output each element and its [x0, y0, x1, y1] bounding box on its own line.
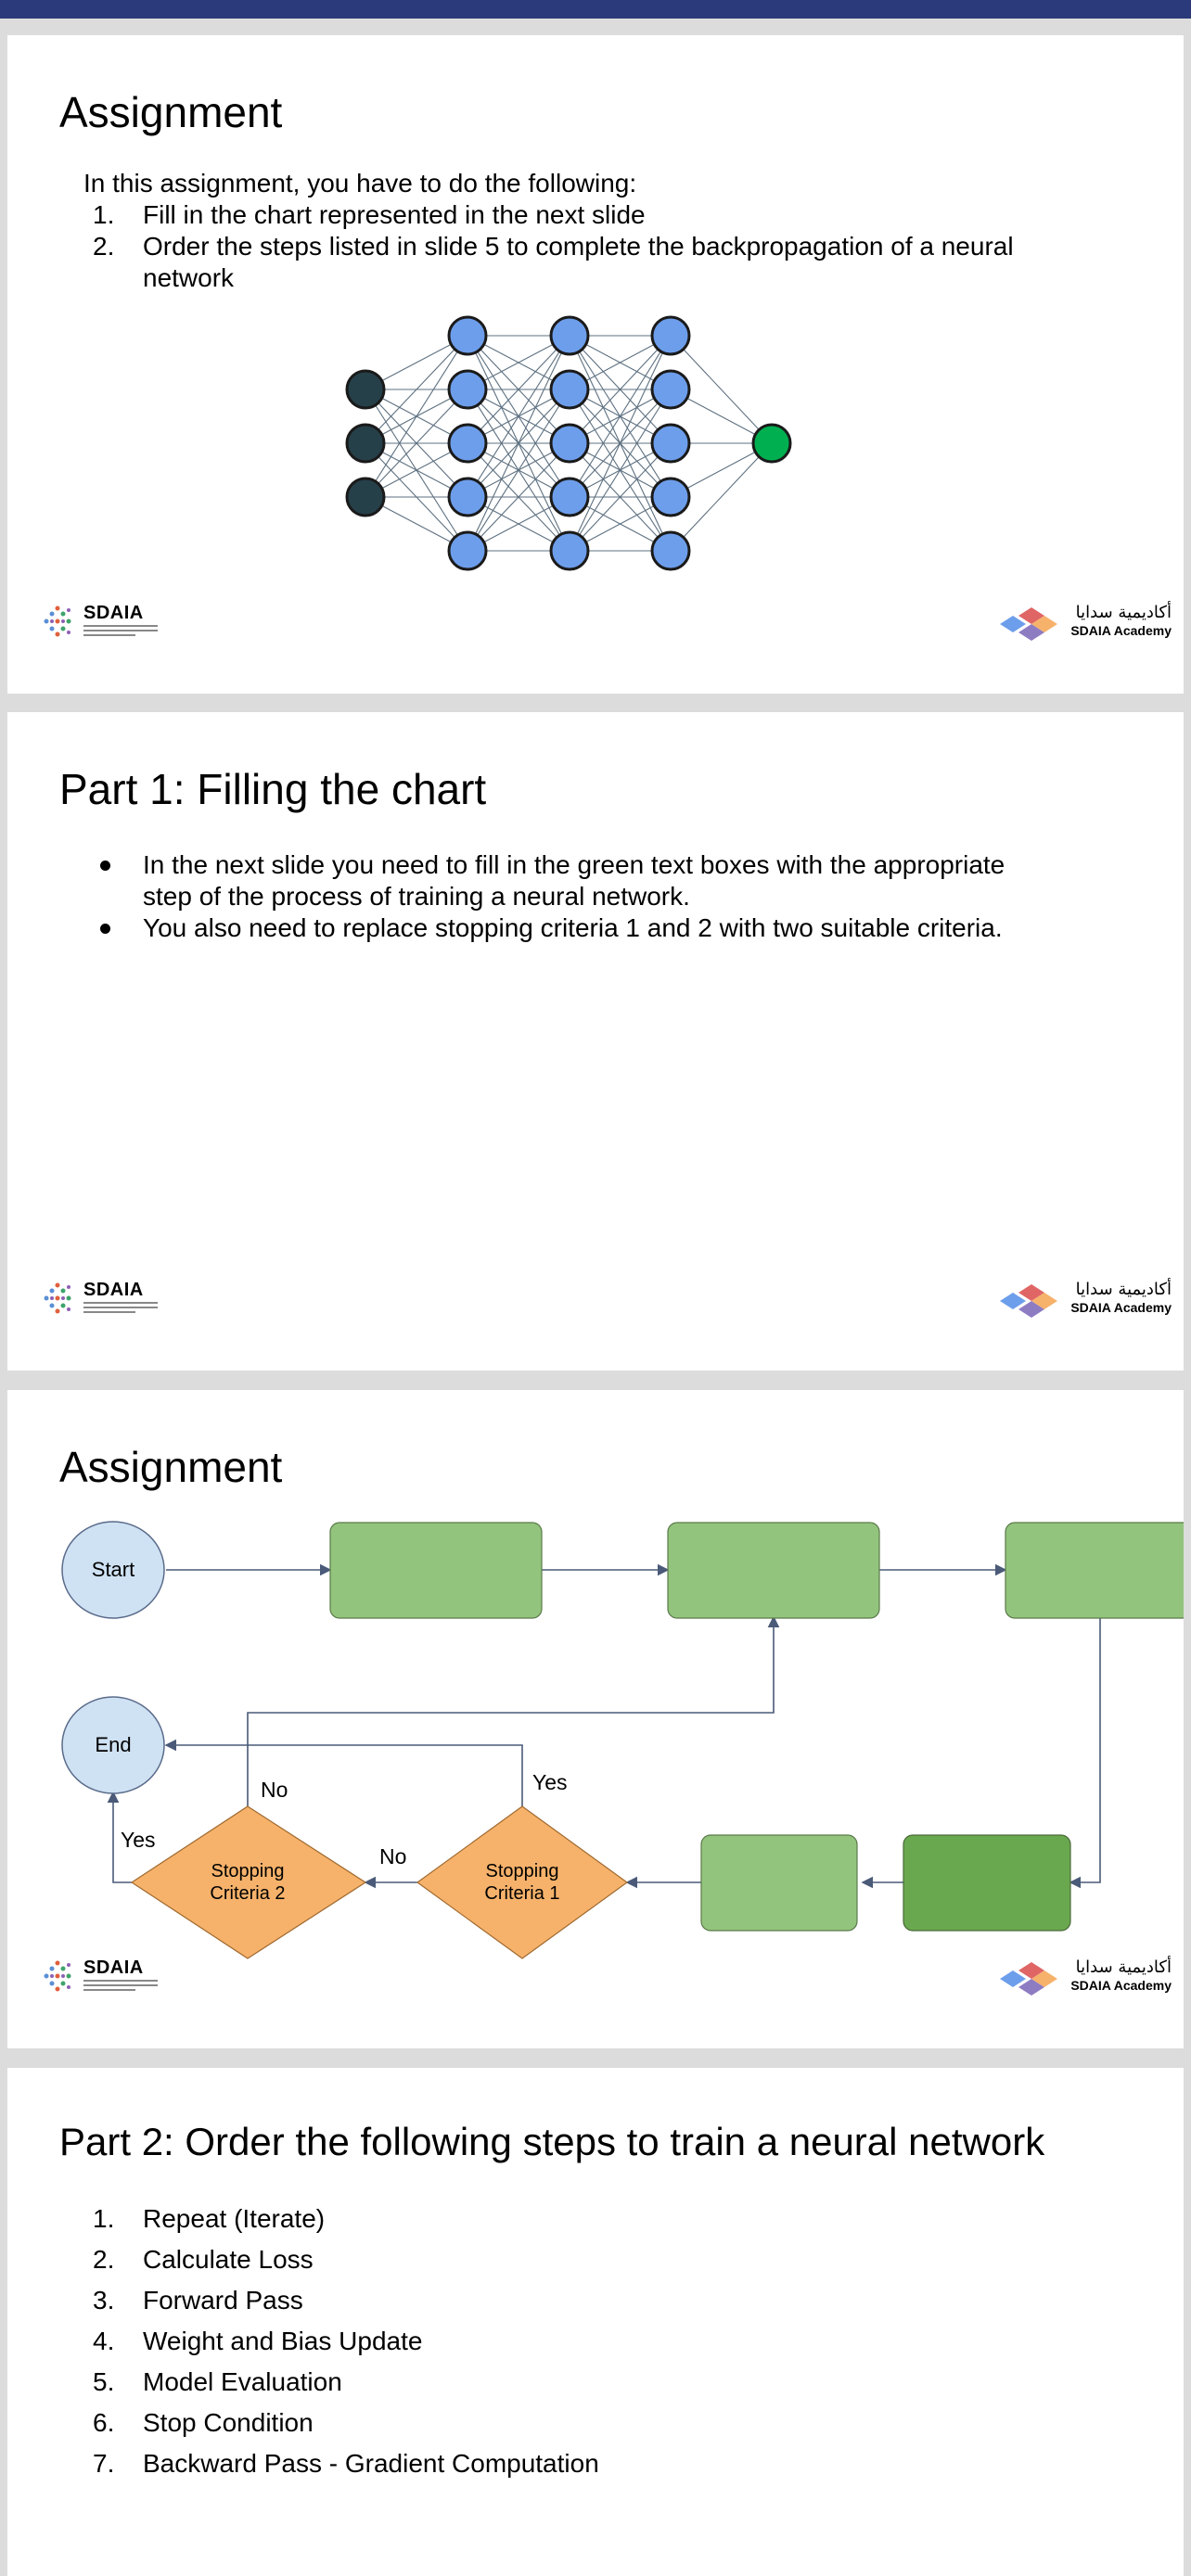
- sdaia-academy-logo: [991, 1276, 1176, 1326]
- list-item-continued: network: [143, 263, 235, 292]
- step-number: 2.: [93, 2245, 115, 2274]
- sdaia-logo-name: SDAIA: [83, 603, 144, 623]
- step-item: Stop Condition: [143, 2408, 314, 2437]
- sdaia-academy-logo-icon: [991, 1954, 1061, 2004]
- criteria-1-label: [457, 1860, 587, 1905]
- start-label: Start: [91, 1558, 135, 1581]
- step-box-5: [903, 1835, 1070, 1931]
- step-number: 1.: [93, 2204, 115, 2233]
- criteria-2-label-line: Criteria 2: [210, 1883, 286, 1904]
- top-bar: [0, 0, 1191, 19]
- nn-hidden-node: [551, 532, 588, 569]
- bullet-dot: [100, 861, 110, 871]
- slide-4: [7, 2068, 1184, 2576]
- academy-name-arabic: أكاديمية سدايا: [1075, 603, 1172, 622]
- step-box-3: [1005, 1523, 1184, 1618]
- nn-hidden-node: [551, 317, 588, 354]
- sdaia-academy-logo: [991, 599, 1176, 649]
- list-item: Fill in the chart represented in the next slide: [143, 200, 646, 229]
- step-box-1: [330, 1523, 542, 1618]
- sdaia-logo-subtitle: [83, 625, 158, 638]
- neural-network-diagram: [7, 35, 1184, 694]
- sdaia-logo: [39, 1278, 160, 1324]
- sdaia-academy-logo-icon: [991, 599, 1061, 649]
- step-item: Forward Pass: [143, 2286, 303, 2315]
- step-number: 4.: [93, 2327, 115, 2355]
- list-item: Order the steps listed in slide 5 to complete the backpropagation of a neural: [143, 232, 1014, 261]
- step-item: Model Evaluation: [143, 2367, 342, 2396]
- nn-hidden-node: [449, 371, 486, 408]
- slide-title: Assignment: [59, 88, 283, 136]
- sdaia-logo-icon: [39, 1956, 80, 1996]
- slide-title: Part 1: Filling the chart: [59, 765, 487, 813]
- slide-3: [7, 1390, 1184, 2048]
- sdaia-logo: [39, 1956, 160, 2002]
- nn-hidden-node: [551, 478, 588, 516]
- step-box-2: [668, 1523, 879, 1618]
- nn-hidden-node: [449, 425, 486, 462]
- nn-hidden-node: [652, 425, 689, 462]
- academy-name-english: SDAIA Academy: [1070, 1300, 1172, 1315]
- academy-name-arabic: أكاديمية سدايا: [1075, 1280, 1172, 1299]
- criteria-2-label-line: Stopping: [211, 1861, 285, 1881]
- no-label-criteria-1: No: [379, 1844, 407, 1868]
- academy-name-english: SDAIA Academy: [1070, 1978, 1172, 1993]
- nn-input-node: [347, 371, 384, 408]
- criteria-1-label-line: Stopping: [485, 1861, 559, 1881]
- end-label: End: [95, 1733, 132, 1756]
- sdaia-logo-icon: [39, 1278, 80, 1319]
- sdaia-academy-logo: [991, 1954, 1176, 2004]
- flowchart: [7, 1390, 1184, 2048]
- step-number: 6.: [93, 2408, 115, 2437]
- bullet-item: You also need to replace stopping criteria 1 and 2 with two suitable criteria.: [143, 913, 1003, 942]
- list-number: 1.: [93, 200, 115, 229]
- sdaia-logo-name: SDAIA: [83, 1280, 144, 1300]
- criteria-1-label-line: Criteria 1: [484, 1883, 560, 1904]
- nn-hidden-node: [449, 532, 486, 569]
- nn-hidden-node: [652, 532, 689, 569]
- step-number: 7.: [93, 2449, 115, 2478]
- step-item: Repeat (Iterate): [143, 2204, 326, 2233]
- nn-hidden-node: [652, 317, 689, 354]
- nn-input-node: [347, 425, 384, 462]
- nn-connection: [365, 336, 467, 497]
- arrow-box3-to-box5: [1070, 1616, 1100, 1882]
- sdaia-logo-subtitle: [83, 1980, 158, 1993]
- academy-name-arabic: أكاديمية سدايا: [1075, 1958, 1172, 1977]
- bullet-item-continued: step of the process of training a neural network.: [143, 882, 690, 911]
- bullet-dot: [100, 924, 110, 934]
- criteria-2-label: [183, 1860, 313, 1905]
- step-number: 5.: [93, 2367, 115, 2396]
- yes-label-criteria-1: Yes: [532, 1770, 568, 1794]
- sdaia-logo-name: SDAIA: [83, 1958, 144, 1978]
- nn-hidden-node: [652, 371, 689, 408]
- sdaia-logo-icon: [39, 601, 80, 642]
- nn-hidden-node: [449, 317, 486, 354]
- nn-hidden-node: [652, 478, 689, 516]
- list-number: 2.: [93, 232, 115, 261]
- slide-2: [7, 712, 1184, 1371]
- no-label-criteria-2: No: [261, 1778, 288, 1802]
- nn-input-node: [347, 478, 384, 516]
- slide-1: [7, 35, 1184, 694]
- slide-title: Part 2: Order the following steps to train a neural network: [59, 2120, 1045, 2163]
- step-item: Backward Pass - Gradient Computation: [143, 2449, 599, 2478]
- slide-title: Assignment: [59, 1443, 283, 1491]
- yes-label-criteria-2: Yes: [121, 1828, 156, 1852]
- arrow-criteria2-no-to-box2: [248, 1617, 774, 1827]
- step-box-4: [701, 1835, 857, 1931]
- sdaia-academy-logo-icon: [991, 1276, 1061, 1326]
- step-item: Weight and Bias Update: [143, 2327, 423, 2355]
- arrow-criteria1-yes-to-end: [166, 1745, 522, 1827]
- nn-hidden-node: [551, 371, 588, 408]
- sdaia-logo: [39, 601, 160, 647]
- nn-hidden-node: [449, 478, 486, 516]
- sdaia-logo-subtitle: [83, 1302, 158, 1315]
- nn-output-node: [753, 425, 790, 462]
- step-number: 3.: [93, 2286, 115, 2315]
- bullet-item: In the next slide you need to fill in the green text boxes with the appropriate: [143, 850, 1005, 879]
- step-item: Calculate Loss: [143, 2245, 314, 2274]
- nn-hidden-node: [551, 425, 588, 462]
- intro-text: In this assignment, you have to do the following:: [83, 169, 637, 198]
- academy-name-english: SDAIA Academy: [1070, 623, 1172, 638]
